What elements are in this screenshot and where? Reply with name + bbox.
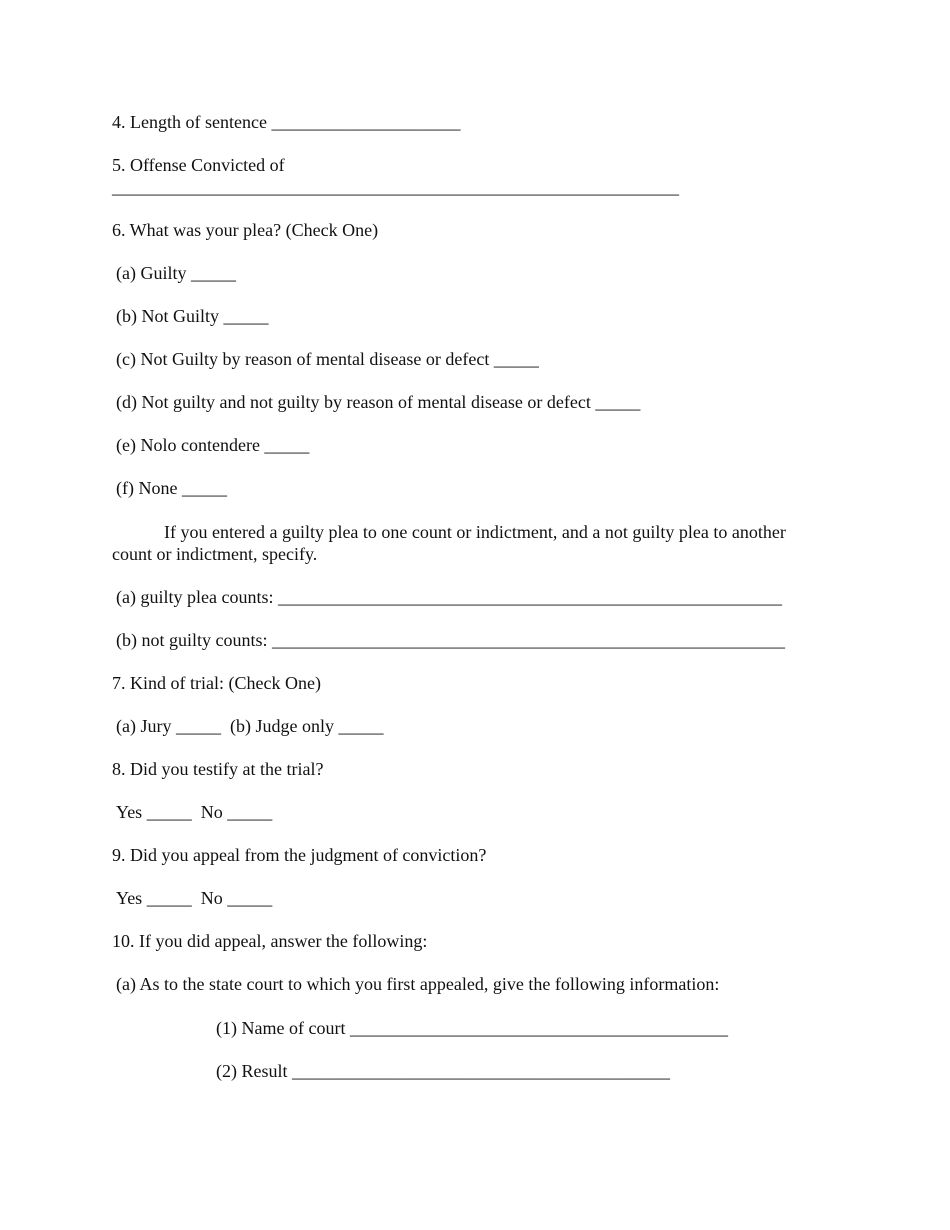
q6-option-not-guilty-mental-disease[interactable]: (c) Not Guilty by reason of mental disease or defect _____ — [116, 349, 539, 369]
q6-plea-label: 6. What was your plea? (Check One) — [112, 220, 379, 240]
q5-offense-label: 5. Offense Convicted of — [112, 155, 285, 175]
q10-result[interactable]: (2) Result __________________________________________ — [216, 1061, 670, 1081]
q6-option-none[interactable]: (f) None _____ — [116, 478, 227, 498]
q9-yes-no[interactable]: Yes _____ No _____ — [116, 888, 273, 908]
q4-length-of-sentence: 4. Length of sentence _____________________ — [112, 112, 461, 132]
q6-option-not-guilty[interactable]: (b) Not Guilty _____ — [116, 306, 269, 326]
q6-guilty-plea-counts[interactable]: (a) guilty plea counts: ________________________________________________________ — [116, 587, 782, 607]
q10-appeal-details-label: 10. If you did appeal, answer the following: — [112, 931, 428, 951]
q8-testify-label: 8. Did you testify at the trial? — [112, 759, 324, 779]
q6-option-nolo-contendere[interactable]: (e) Nolo contendere _____ — [116, 435, 310, 455]
q7-trial-options[interactable]: (a) Jury _____ (b) Judge only _____ — [116, 716, 384, 736]
q6-option-not-guilty-and-mental-disease[interactable]: (d) Not guilty and not guilty by reason of mental disease or defect _____ — [116, 392, 641, 412]
q6-mixed-plea-instruction: If you entered a guilty plea to one count or indictment, and a not guilty plea to another count or indictment, specify. — [112, 522, 786, 564]
q10-name-of-court[interactable]: (1) Name of court __________________________________________ — [216, 1018, 728, 1038]
q5-offense-blank[interactable]: _______________________________________________________________ — [112, 177, 679, 197]
q6-option-guilty[interactable]: (a) Guilty _____ — [116, 263, 236, 283]
q9-appeal-label: 9. Did you appeal from the judgment of conviction? — [112, 845, 487, 865]
q8-yes-no[interactable]: Yes _____ No _____ — [116, 802, 273, 822]
q6-not-guilty-counts[interactable]: (b) not guilty counts: _________________________________________________________ — [116, 630, 785, 650]
q7-kind-of-trial-label: 7. Kind of trial: (Check One) — [112, 673, 321, 693]
q10-state-court-label: (a) As to the state court to which you first appealed, give the following information: — [116, 974, 720, 994]
